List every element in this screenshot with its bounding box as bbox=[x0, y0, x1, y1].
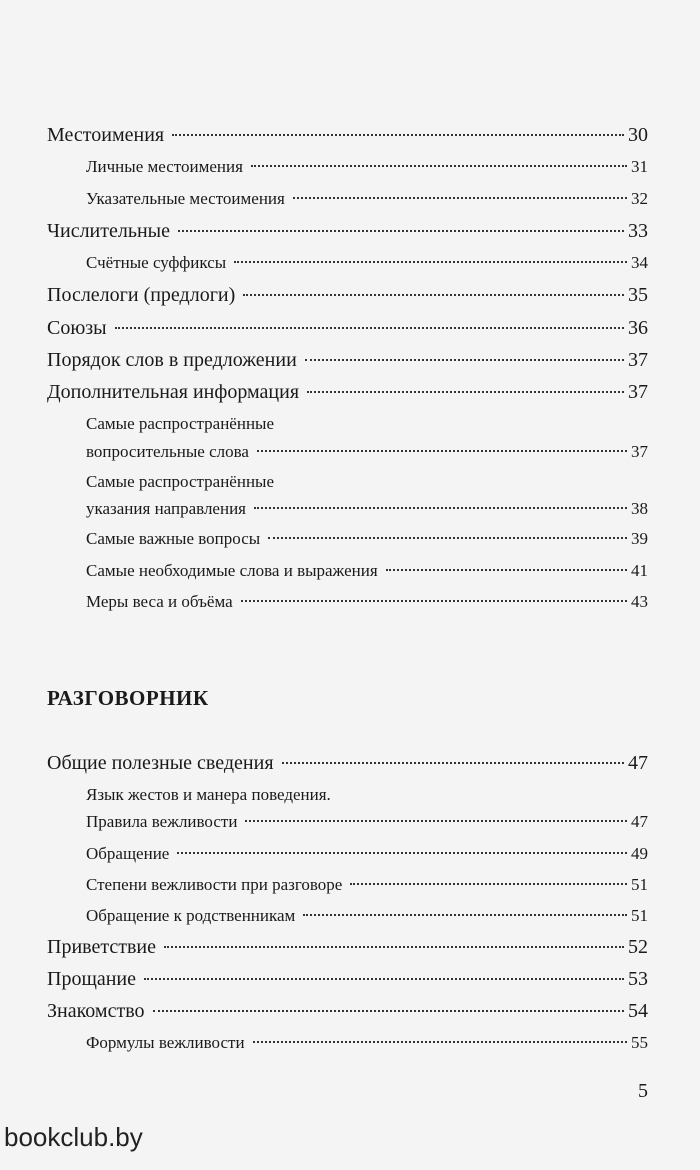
toc-page: 30 bbox=[628, 124, 648, 146]
toc-title: Дополнительная информация bbox=[47, 381, 300, 403]
leader-dots bbox=[115, 327, 624, 329]
toc-entry bbox=[47, 317, 648, 340]
toc-title: указания направления bbox=[86, 499, 246, 518]
toc-entry bbox=[47, 1000, 648, 1023]
leader-dots bbox=[153, 1010, 625, 1012]
toc-subentry bbox=[86, 499, 648, 519]
leader-dots bbox=[268, 537, 627, 539]
toc-entry bbox=[47, 284, 648, 307]
toc-title: Числительные bbox=[47, 220, 170, 242]
leader-dots bbox=[257, 450, 627, 452]
toc-title: Степени вежливости при разговоре bbox=[86, 875, 343, 894]
toc-title: Порядок слов в предложении bbox=[47, 349, 297, 371]
toc-entry bbox=[47, 124, 648, 147]
leader-dots bbox=[144, 978, 624, 980]
toc-title: Личные местоимения bbox=[86, 157, 243, 176]
toc-page: 49 bbox=[631, 844, 648, 863]
toc-page: 38 bbox=[631, 499, 648, 518]
leader-dots bbox=[245, 820, 627, 822]
leader-dots bbox=[234, 261, 627, 263]
toc-title: Самые важные вопросы bbox=[86, 529, 261, 548]
leader-dots bbox=[178, 230, 624, 232]
toc-page: 37 bbox=[631, 442, 648, 461]
toc-entry bbox=[47, 381, 648, 404]
leader-dots bbox=[386, 569, 627, 571]
leader-dots bbox=[177, 852, 627, 854]
toc-title: Общие полезные сведения bbox=[47, 752, 274, 774]
toc-subentry bbox=[86, 561, 648, 581]
page-number: 5 bbox=[638, 1080, 648, 1102]
toc-title: Счётные суффиксы bbox=[86, 253, 227, 272]
leader-dots bbox=[253, 1041, 627, 1043]
toc-page: 37 bbox=[628, 381, 648, 403]
toc-page: 54 bbox=[628, 1000, 648, 1022]
toc-subentry bbox=[86, 253, 648, 273]
leader-dots bbox=[251, 165, 627, 167]
toc-page: 52 bbox=[628, 936, 648, 958]
toc-subentry bbox=[86, 875, 648, 895]
toc-subentry bbox=[86, 157, 648, 177]
toc-entry bbox=[47, 349, 648, 372]
toc-subentry bbox=[86, 529, 648, 549]
toc-page: 55 bbox=[631, 1033, 648, 1052]
toc-entry bbox=[47, 220, 648, 243]
toc-page: 37 bbox=[628, 349, 648, 371]
toc-page: 31 bbox=[631, 157, 648, 176]
toc-subentry-line1: Самые распространённые bbox=[86, 414, 275, 433]
toc-title: Правила вежливости bbox=[86, 812, 238, 831]
toc-page: 53 bbox=[628, 968, 648, 990]
leader-dots bbox=[282, 762, 624, 764]
toc-page: 34 bbox=[631, 253, 648, 272]
toc-title: Местоимения bbox=[47, 124, 165, 146]
leader-dots bbox=[305, 359, 624, 361]
toc-title: Указательные местоимения bbox=[86, 189, 285, 208]
toc-page: 51 bbox=[631, 906, 648, 925]
leader-dots bbox=[243, 294, 624, 296]
toc-entry bbox=[47, 936, 648, 959]
toc-subentry-line1: Самые распространённые bbox=[86, 472, 275, 491]
toc-subentry-line1: Язык жестов и манера поведения. bbox=[86, 785, 331, 804]
toc-subentry bbox=[86, 189, 648, 209]
toc-title: Обращение к родственникам bbox=[86, 906, 296, 925]
toc-page: 33 bbox=[628, 220, 648, 242]
toc-page: 41 bbox=[631, 561, 648, 580]
leader-dots bbox=[307, 391, 624, 393]
toc-page: 51 bbox=[631, 875, 648, 894]
toc-entry bbox=[47, 968, 648, 991]
toc-page: 35 bbox=[628, 284, 648, 306]
toc-page: 47 bbox=[631, 812, 648, 831]
toc-subentry bbox=[86, 592, 648, 612]
toc-subentry bbox=[86, 812, 648, 832]
leader-dots bbox=[241, 600, 627, 602]
toc-title: Меры веса и объёма bbox=[86, 592, 233, 611]
leader-dots bbox=[172, 134, 624, 136]
toc-title: Обращение bbox=[86, 844, 170, 863]
toc-page: 47 bbox=[628, 752, 648, 774]
toc-subentry bbox=[86, 442, 648, 462]
toc-title: Союзы bbox=[47, 317, 107, 339]
toc-subentry bbox=[86, 1033, 648, 1053]
leader-dots bbox=[254, 507, 627, 509]
toc-title: Прощание bbox=[47, 968, 137, 990]
toc-title: Послелоги (предлоги) bbox=[47, 284, 236, 306]
toc-page: 36 bbox=[628, 317, 648, 339]
leader-dots bbox=[350, 883, 627, 885]
leader-dots bbox=[164, 946, 624, 948]
toc-title: Знакомство bbox=[47, 1000, 145, 1022]
toc-subentry bbox=[86, 844, 648, 864]
toc-title: Приветствие bbox=[47, 936, 156, 958]
leader-dots bbox=[303, 914, 627, 916]
leader-dots bbox=[293, 197, 627, 199]
toc-title: Формулы вежливости bbox=[86, 1033, 245, 1052]
toc-title: Самые необходимые слова и выражения bbox=[86, 561, 378, 580]
watermark: bookclub.by bbox=[4, 1122, 143, 1152]
toc-page: 39 bbox=[631, 529, 648, 548]
toc-page: 32 bbox=[631, 189, 648, 208]
toc-subentry bbox=[86, 906, 648, 926]
toc-title: вопросительные слова bbox=[86, 442, 249, 461]
section-heading: РАЗГОВОРНИК bbox=[47, 686, 209, 710]
toc-entry bbox=[47, 752, 648, 775]
toc-page: 43 bbox=[631, 592, 648, 611]
